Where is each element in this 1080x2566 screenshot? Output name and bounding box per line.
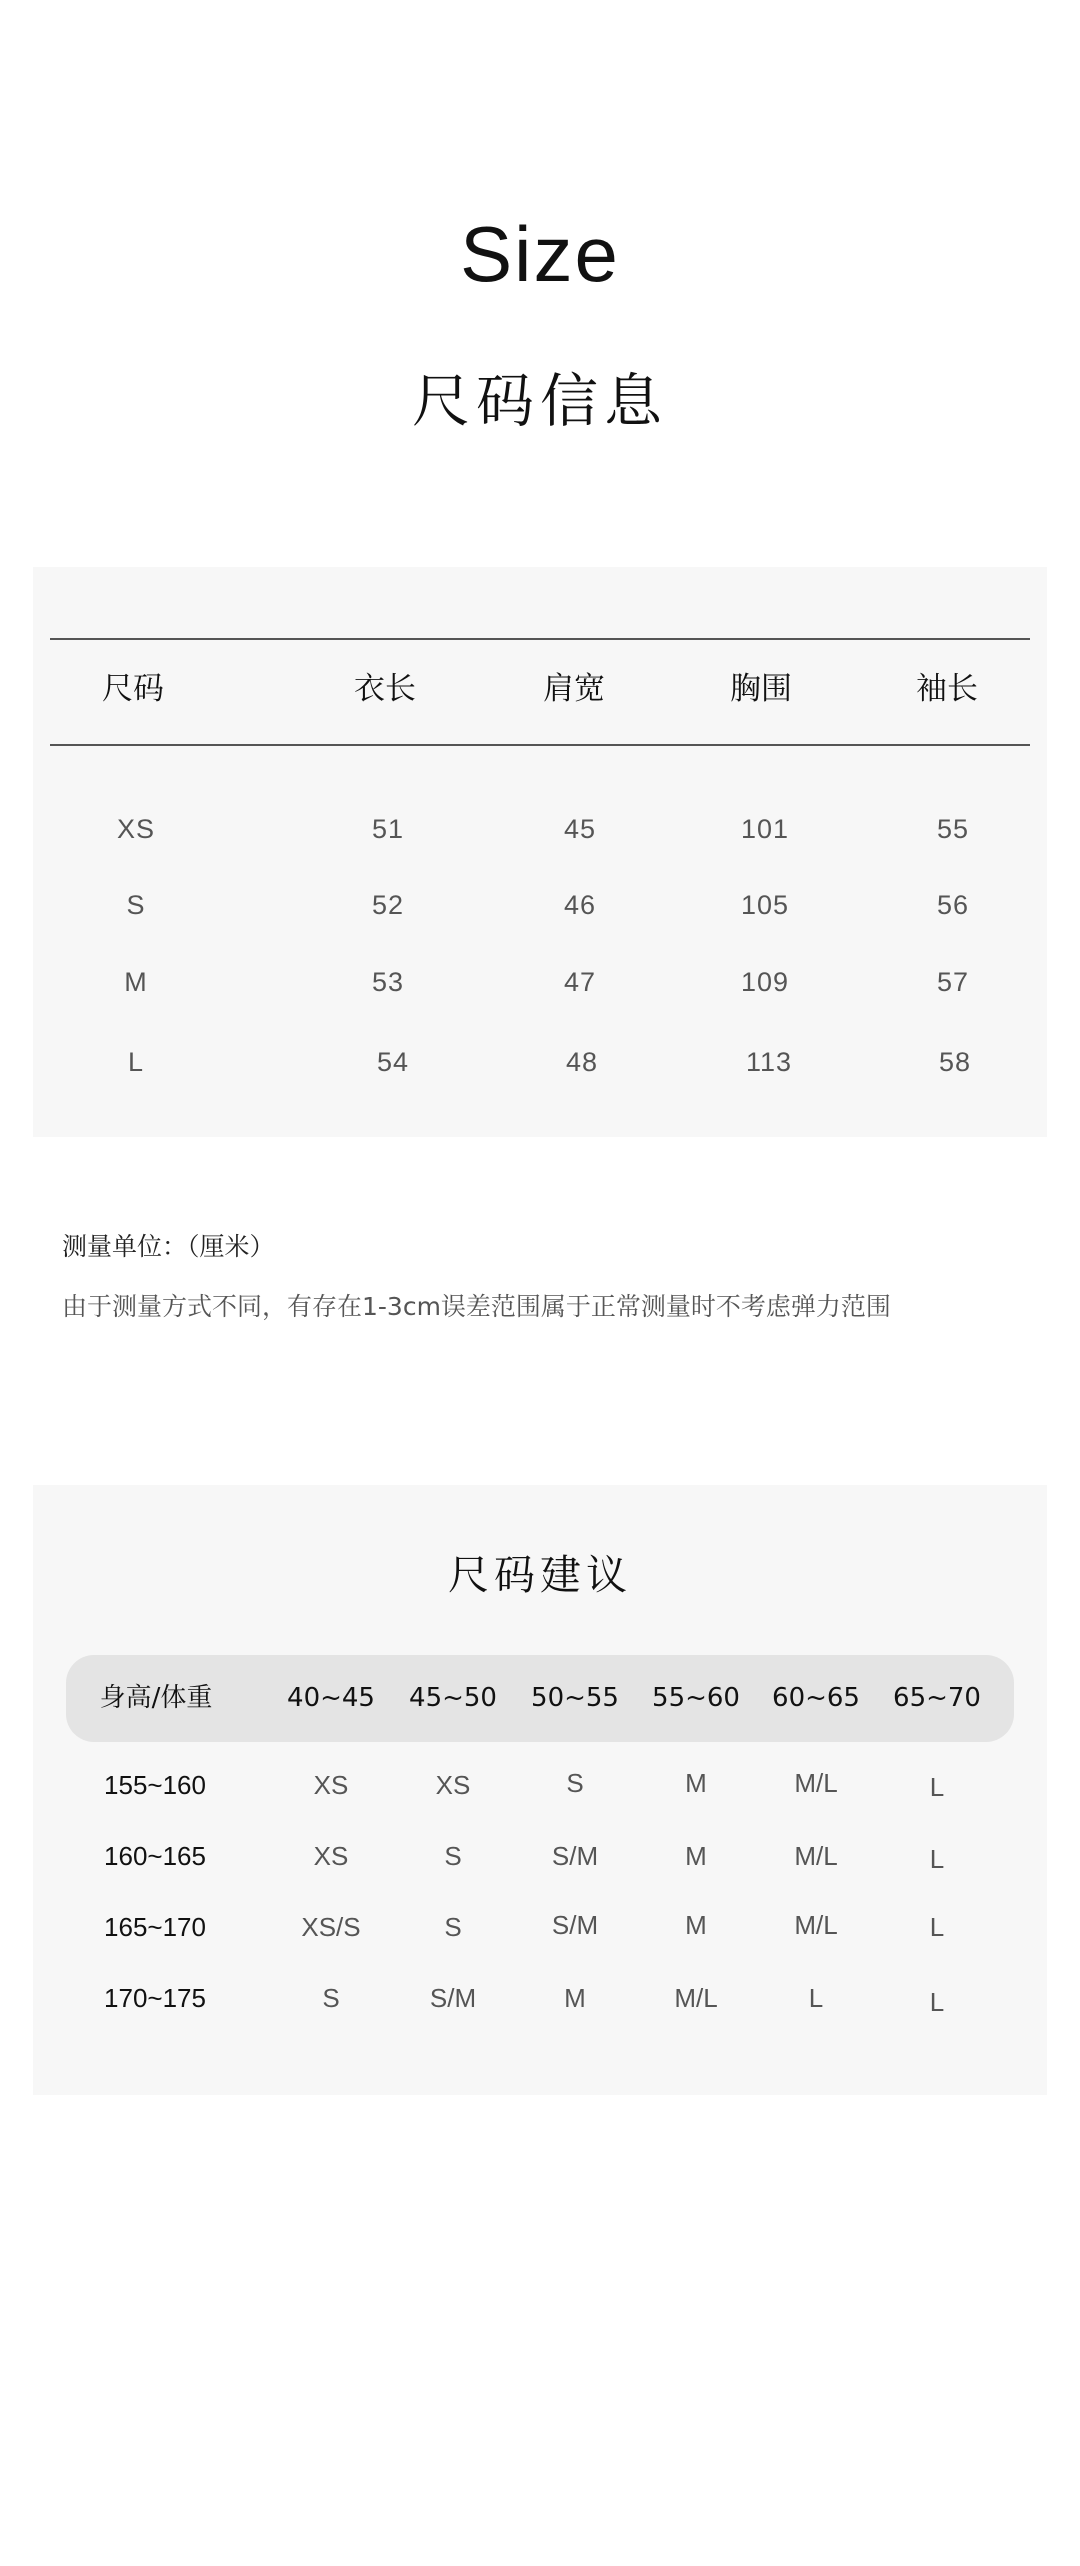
table-cell-chest: 109 <box>740 967 790 997</box>
table-cell-shoulder: 46 <box>563 890 597 920</box>
recommendation-cell: S/M <box>429 1983 477 2013</box>
table-cell-shoulder: 48 <box>565 1047 599 1077</box>
table-cell-sleeve: 55 <box>936 814 970 844</box>
recommendation-cell: M/L <box>794 1768 838 1798</box>
recommendation-cell: S/M <box>551 1910 599 1940</box>
recommendation-cell: M <box>685 1841 707 1871</box>
table-cell-size: XS <box>116 814 156 844</box>
table-cell-sleeve: 56 <box>936 890 970 920</box>
page-title-english: Size <box>460 210 620 298</box>
header-weight-range: 50~55 <box>531 1683 619 1713</box>
recommendation-cell-height: 160~165 <box>104 1841 206 1871</box>
table-cell-sleeve: 58 <box>938 1047 972 1077</box>
size-info-table <box>33 567 1047 1137</box>
recommendation-cell: S <box>322 1983 340 2013</box>
recommendation-cell: S/M <box>551 1841 599 1871</box>
page-title-chinese: 尺码信息 <box>411 367 668 435</box>
table-cell-length: 53 <box>371 967 405 997</box>
recommendation-cell: M <box>564 1983 586 2013</box>
recommendation-cell: L <box>929 1844 945 1874</box>
table-cell-chest: 113 <box>745 1047 793 1077</box>
header-size: 尺码 <box>102 671 164 707</box>
table-cell-chest: 105 <box>740 890 790 920</box>
recommendation-cell: M <box>685 1768 707 1798</box>
header-length: 衣长 <box>354 671 416 707</box>
header-height-weight: 身高/体重 <box>99 1683 213 1713</box>
table-cell-length: 51 <box>371 814 405 844</box>
recommendation-cell: L <box>929 1912 945 1942</box>
recommendation-cell: L <box>808 1983 824 2013</box>
recommendation-cell: M/L <box>674 1983 718 2013</box>
table-cell-size: M <box>124 967 148 997</box>
header-weight-range: 60~65 <box>772 1683 860 1713</box>
size-recommendation-table <box>33 1485 1047 2095</box>
table-cell-chest: 101 <box>740 814 790 844</box>
recommendation-cell: S <box>444 1841 462 1871</box>
recommendation-header-bar <box>66 1655 1014 1742</box>
recommendation-cell: XS <box>435 1770 471 1800</box>
table-header-divider <box>50 744 1030 746</box>
recommendation-cell-height: 170~175 <box>104 1983 206 2013</box>
recommendation-cell: XS/S <box>301 1912 361 1942</box>
table-cell-sleeve: 57 <box>936 967 970 997</box>
table-cell-shoulder: 47 <box>563 967 597 997</box>
recommendation-cell: M <box>685 1910 707 1940</box>
header-shoulder: 肩宽 <box>543 671 605 707</box>
header-sleeve: 袖长 <box>916 671 978 707</box>
recommendation-cell: M/L <box>794 1841 838 1871</box>
recommendation-cell: L <box>929 1772 945 1802</box>
recommendation-cell: XS <box>313 1841 349 1871</box>
recommendation-cell: L <box>929 1987 945 2017</box>
recommendation-title: 尺码建议 <box>448 1551 632 1599</box>
recommendation-cell: XS <box>313 1770 349 1800</box>
table-top-divider <box>50 638 1030 640</box>
table-cell-shoulder: 45 <box>563 814 597 844</box>
header-weight-range: 55~60 <box>652 1683 740 1713</box>
recommendation-cell: M/L <box>794 1910 838 1940</box>
recommendation-cell-height: 155~160 <box>104 1770 206 1800</box>
table-cell-size: S <box>126 890 146 920</box>
header-chest: 胸围 <box>730 671 792 707</box>
table-cell-length: 52 <box>371 890 405 920</box>
recommendation-cell: S <box>444 1912 462 1942</box>
header-weight-range: 45~50 <box>409 1683 497 1713</box>
recommendation-cell: S <box>566 1768 584 1798</box>
recommendation-cell-height: 165~170 <box>104 1912 206 1942</box>
header-weight-range: 65~70 <box>893 1683 981 1713</box>
table-cell-size: L <box>127 1047 145 1077</box>
measurement-unit-note: 测量单位：（厘米） <box>62 1232 275 1261</box>
table-cell-length: 54 <box>376 1047 410 1077</box>
header-weight-range: 40~45 <box>287 1683 375 1713</box>
measurement-disclaimer: 由于测量方式不同，有存在1-3cm误差范围属于正常测量时不考虑弹力范围 <box>62 1292 891 1321</box>
